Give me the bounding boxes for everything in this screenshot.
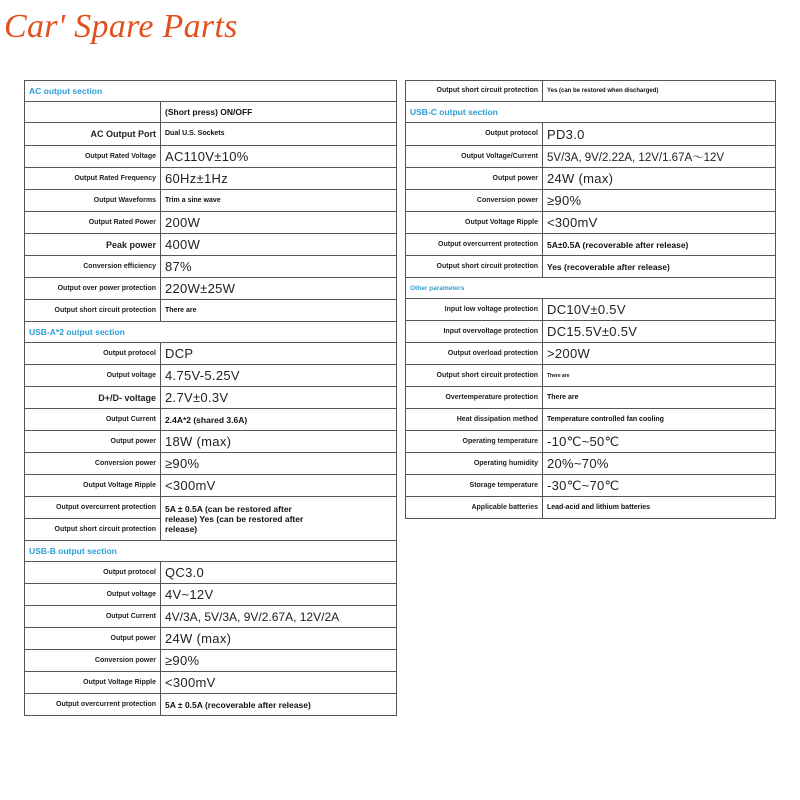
value-overload: >200W: [543, 343, 776, 365]
label-input-low-voltage: Input low voltage protection: [406, 299, 543, 321]
value-usbb-ocp: 5A ± 0.5A (recoverable after release): [161, 694, 397, 716]
label-usba-dpdm: D+/D- voltage: [25, 387, 161, 409]
value-usba-dpdm: 2.7V±0.3V: [161, 387, 397, 409]
label-usba-short: Output short circuit protection: [25, 519, 161, 541]
label-ac-waveform: Output Waveforms: [25, 190, 161, 212]
value-overtemperature: There are: [543, 387, 776, 409]
value-usbb-current: 4V/3A, 5V/3A, 9V/2.67A, 12V/2A: [161, 606, 397, 628]
value-ac-frequency: 60Hz±1Hz: [161, 168, 397, 190]
label-ac-short: Output short circuit protection: [25, 300, 161, 322]
label-usbc-protocol: Output protocol: [406, 123, 543, 146]
label-usba-power: Output power: [25, 431, 161, 453]
label-usbc-conversion: Conversion power: [406, 190, 543, 212]
label-ac-efficiency: Conversion efficiency: [25, 256, 161, 278]
value-input-low-voltage: DC10V±0.5V: [543, 299, 776, 321]
label-input-overvoltage: Input overvoltage protection: [406, 321, 543, 343]
label-usba-current: Output Current: [25, 409, 161, 431]
value-ac-opp: 220W±25W: [161, 278, 397, 300]
spec-table-left: [24, 80, 397, 716]
label-ac-frequency: Output Rated Frequency: [25, 168, 161, 190]
value-usbc-voltage-current: 5V/3A, 9V/2.22A, 12V/1.67A～12V: [543, 146, 776, 168]
label-usbc-ripple: Output Voltage Ripple: [406, 212, 543, 234]
value-usba-ripple: <300mV: [161, 475, 397, 497]
value-ac-efficiency: 87%: [161, 256, 397, 278]
label-usba-ocp: Output overcurrent protection: [25, 497, 161, 519]
label-ac-port: AC Output Port: [25, 123, 161, 146]
value-usba-conversion: ≥90%: [161, 453, 397, 475]
value-usbb-conversion: ≥90%: [161, 650, 397, 672]
brand-title: Car' Spare Parts: [4, 8, 238, 45]
label-ac-switch: [25, 102, 161, 123]
value-ac-port: Dual U.S. Sockets: [161, 123, 397, 146]
value-usbc-conversion: ≥90%: [543, 190, 776, 212]
value-usbb-voltage: 4V~12V: [161, 584, 397, 606]
section-header-usbb: USB-B output section: [25, 541, 397, 562]
label-usba-ripple: Output Voltage Ripple: [25, 475, 161, 497]
value-usbb-short: Yes (can be restored when discharged): [543, 81, 776, 102]
value-usbc-protocol: PD3.0: [543, 123, 776, 146]
value-short-circuit: There are: [543, 365, 776, 387]
section-header-ac: AC output section: [25, 81, 397, 102]
value-usba-voltage: 4.75V-5.25V: [161, 365, 397, 387]
value-operating-humidity: 20%~70%: [543, 453, 776, 475]
value-usba-power: 18W (max): [161, 431, 397, 453]
value-usba-protocol: DCP: [161, 343, 397, 365]
label-ac-voltage: Output Rated Voltage: [25, 146, 161, 168]
value-storage-temperature: -30℃~70℃: [543, 475, 776, 497]
value-ac-voltage: AC110V±10%: [161, 146, 397, 168]
value-usbc-short: Yes (recoverable after release): [543, 256, 776, 278]
spec-table-right: [405, 80, 776, 519]
label-storage-temperature: Storage temperature: [406, 475, 543, 497]
label-usba-conversion: Conversion power: [25, 453, 161, 475]
value-operating-temperature: -10℃~50℃: [543, 431, 776, 453]
value-ac-waveform: Trim a sine wave: [161, 190, 397, 212]
value-usbc-ripple: <300mV: [543, 212, 776, 234]
label-usbb-conversion: Conversion power: [25, 650, 161, 672]
label-operating-humidity: Operating humidity: [406, 453, 543, 475]
value-usba-current: 2.4A*2 (shared 3.6A): [161, 409, 397, 431]
label-short-circuit: Output short circuit protection: [406, 365, 543, 387]
label-overtemperature: Overtemperature protection: [406, 387, 543, 409]
label-ac-power: Output Rated Power: [25, 212, 161, 234]
label-ac-peak: Peak power: [25, 234, 161, 256]
section-header-usba: USB-A*2 output section: [25, 322, 397, 343]
label-ac-opp: Output over power protection: [25, 278, 161, 300]
label-usbb-voltage: Output voltage: [25, 584, 161, 606]
value-usbb-power: 24W (max): [161, 628, 397, 650]
value-ac-power: 200W: [161, 212, 397, 234]
label-usbb-ripple: Output Voltage Ripple: [25, 672, 161, 694]
value-heat-dissipation: Temperature controlled fan cooling: [543, 409, 776, 431]
label-usba-protocol: Output protocol: [25, 343, 161, 365]
label-applicable-batteries: Applicable batteries: [406, 497, 543, 519]
value-ac-peak: 400W: [161, 234, 397, 256]
label-usbb-current: Output Current: [25, 606, 161, 628]
value-applicable-batteries: Lead-acid and lithium batteries: [543, 497, 776, 519]
value-usbb-ripple: <300mV: [161, 672, 397, 694]
value-input-overvoltage: DC15.5V±0.5V: [543, 321, 776, 343]
label-usbb-ocp: Output overcurrent protection: [25, 694, 161, 716]
label-usbb-power: Output power: [25, 628, 161, 650]
label-usbc-power: Output power: [406, 168, 543, 190]
label-usba-voltage: Output voltage: [25, 365, 161, 387]
value-usbb-protocol: QC3.0: [161, 562, 397, 584]
label-overload: Output overload protection: [406, 343, 543, 365]
label-usbb-short: Output short circuit protection: [406, 81, 543, 102]
label-operating-temperature: Operating temperature: [406, 431, 543, 453]
label-usbc-ocp: Output overcurrent protection: [406, 234, 543, 256]
section-header-usbc: USB-C output section: [406, 102, 776, 123]
value-ac-short: There are: [161, 300, 397, 322]
section-header-other: Other parameters: [406, 278, 776, 299]
value-usba-ocp: 5A ± 0.5A (can be restored after release) Yes (can be restored after release): [161, 497, 397, 541]
label-usbc-voltage-current: Output Voltage/Current: [406, 146, 543, 168]
value-ac-switch: (Short press) ON/OFF: [161, 102, 397, 123]
value-usbc-ocp: 5A±0.5A (recoverable after release): [543, 234, 776, 256]
label-usbc-short: Output short circuit protection: [406, 256, 543, 278]
value-usbc-power: 24W (max): [543, 168, 776, 190]
label-usbb-protocol: Output protocol: [25, 562, 161, 584]
label-heat-dissipation: Heat dissipation method: [406, 409, 543, 431]
